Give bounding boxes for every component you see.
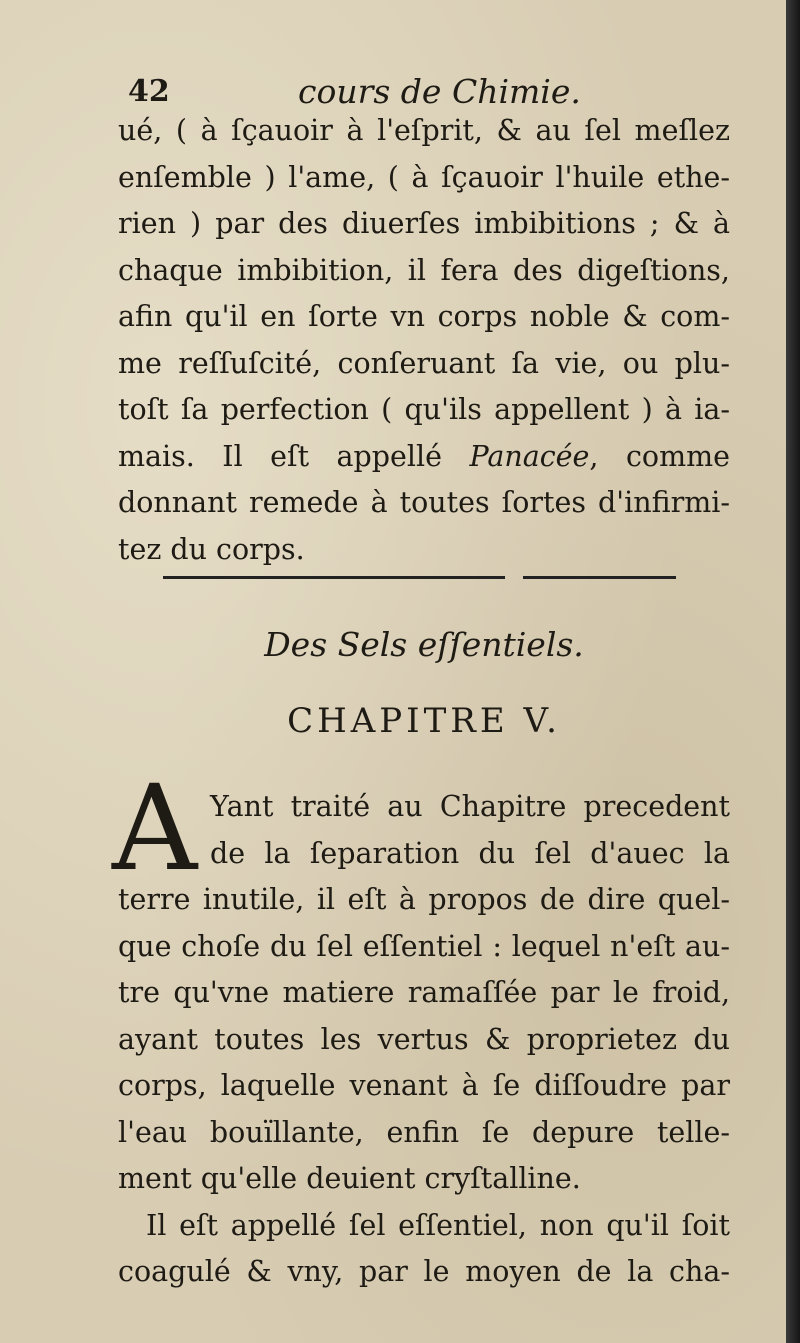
- text-line: terre inutile, il eſt à propos de dire quel-: [118, 883, 730, 916]
- running-title: cours de Chimie.: [298, 72, 581, 111]
- text-line: [118, 434, 730, 481]
- page-number: 42: [128, 74, 170, 109]
- text-line: ayant toutes les vertus & proprietez du: [118, 1022, 730, 1056]
- chapter-heading: CHAPITRE V.: [287, 701, 561, 741]
- text-line: rien ) par des diuerſes imbibitions ; & à: [118, 207, 730, 240]
- section-divider-left: [163, 576, 505, 579]
- text-line: de la ſeparation du ſel d'auec la: [210, 836, 730, 870]
- text-line: me reſſuſcité, conſeruant ſa vie, ou plu-: [118, 346, 730, 380]
- section-title: Des Sels eſſentiels.: [264, 625, 584, 664]
- text-line: l'eau bouïllante, enfin ſe depure telle-: [118, 1115, 730, 1149]
- paragraph-panacea: [118, 108, 730, 573]
- page-edge-shadow: [786, 0, 800, 1343]
- text-line: coagulé & vny, par le moyen de la cha-: [118, 1255, 730, 1288]
- text-line: ment qu'elle deuient cryſtalline.: [118, 1162, 581, 1195]
- text-line: Il eſt appellé ſel eſſentiel, non qu'il ſoit: [146, 1208, 730, 1242]
- text-line: que choſe du ſel eſſentiel : lequel n'eſt au-: [118, 929, 730, 963]
- text-line: Yant traité au Chapitre precedent: [210, 790, 730, 823]
- text-line: tre qu'vne matiere ramaſſée par le froid,: [118, 976, 730, 1009]
- text-line: afin qu'il en ſorte vn corps noble & com-: [118, 300, 730, 333]
- page-header: [118, 72, 678, 112]
- text-line: corps, laquelle venant à ſe diſſoudre par: [118, 1069, 730, 1102]
- paragraph-essential-salts: [118, 784, 730, 1296]
- text-fragment: , comme: [589, 439, 730, 473]
- section-divider-right: [523, 576, 676, 579]
- text-line: chaque imbibition, il fera des digeſtions,: [118, 253, 730, 287]
- text-line: ué, ( à ſçauoir à l'eſprit, & au ſel meſlez: [118, 114, 730, 147]
- drop-cap: A: [112, 759, 198, 897]
- text-line: enſemble ) l'ame, ( à ſçauoir l'huile ethe-: [118, 160, 730, 194]
- text-line: tez du corps.: [118, 532, 305, 566]
- text-fragment: mais. Il eſt appellé: [118, 439, 470, 473]
- text-line: toſt ſa perfection ( qu'ils appellent ) à ia-: [118, 393, 730, 426]
- text-line: donnant remede à toutes ſortes d'infirmi-: [118, 486, 730, 519]
- panacee-term: Panacée: [469, 439, 590, 473]
